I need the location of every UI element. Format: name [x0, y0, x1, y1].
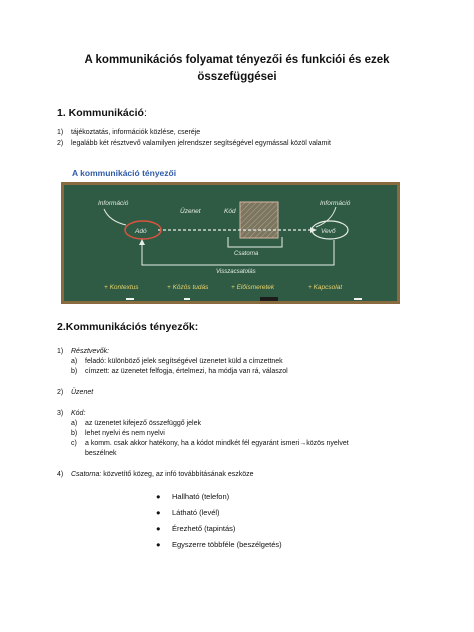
section-2-item-participants: [57, 347, 109, 356]
section-2-heading: 2.Kommunikációs tényezők:: [57, 321, 199, 333]
message-arrow-head: [310, 227, 317, 233]
bullet-item: [156, 492, 229, 501]
label-shared-knowledge: + Közös tudás: [167, 284, 209, 291]
label-receiver: Vevő: [321, 228, 336, 235]
item-number: b): [71, 368, 78, 375]
label-code: Kód: [224, 208, 236, 215]
chalk-piece: [354, 298, 362, 300]
title-line-1: A kommunikációs folyamat tényezői és funkciói és ezek: [84, 54, 390, 66]
bullet-dot-icon: ●: [156, 524, 161, 533]
label-message: Üzenet: [180, 208, 201, 215]
item-number: b): [71, 430, 78, 437]
info-right-arrow: [316, 207, 336, 227]
item-text: címzett: az üzenetet felfogja, értelmezi, ha módja van rá, válaszol: [85, 368, 288, 375]
item-text: tájékoztatás, információk közlése, cseréje: [71, 129, 201, 136]
bullet-text: Egyszerre többféle (beszélgetés): [172, 540, 282, 549]
section-1-item-2: [57, 139, 331, 148]
bullet-text: Hallható (telefon): [172, 492, 230, 501]
bullet-item: [156, 524, 235, 533]
section-1-heading-text: 1. Kommunikáció: [57, 107, 144, 119]
item-label: Csatorna:: [71, 471, 102, 478]
chalkboard-diagram: [61, 182, 400, 304]
item-label: Üzenet: [71, 389, 94, 396]
item-number: a): [71, 420, 78, 427]
section-2-subitem-code-a: [71, 419, 201, 428]
item-label: Résztvevők:: [71, 348, 110, 355]
chalk-piece: [184, 298, 190, 300]
bullet-item: [156, 508, 220, 517]
bullet-dot-icon: ●: [156, 508, 161, 517]
section-2-subitem-code-b: [71, 429, 165, 438]
code-box-hatch: [240, 202, 278, 238]
item-number: 3): [57, 410, 64, 417]
item-number: 2): [57, 389, 64, 396]
section-2-subitem-code-c-cont: [85, 449, 117, 458]
chalk-piece: [126, 298, 134, 300]
section-2-item-code: [57, 409, 85, 418]
bullet-text: Látható (levél): [172, 508, 220, 517]
label-channel: Csatorna: [234, 251, 259, 257]
section-1-item-1: [57, 128, 200, 137]
title-line-2: összefüggései: [197, 71, 277, 83]
label-info-right: Információ: [320, 200, 351, 207]
label-relationship: + Kapcsolat: [308, 284, 343, 291]
section-2-item-channel: [57, 470, 254, 479]
page-title: [60, 52, 414, 86]
diagram-svg: [64, 185, 397, 301]
label-feedback: Visszacsatolás: [216, 269, 256, 275]
info-left-arrow: [104, 209, 126, 225]
bullet-dot-icon: ●: [156, 492, 161, 501]
item-number: c): [71, 440, 77, 447]
section-2-item-message: [57, 388, 93, 397]
item-number: 1): [57, 129, 64, 136]
bullet-text: Érezhető (tapintás): [172, 524, 236, 533]
item-number: 2): [57, 140, 64, 147]
label-info-left: Információ: [98, 200, 129, 207]
item-text: lehet nyelvi és nem nyelvi: [85, 430, 165, 437]
label-context: + Kontextus: [104, 284, 139, 291]
section-2-subitem-recipient: [71, 367, 288, 376]
diagram-caption: A kommunikáció tényezői: [72, 168, 177, 178]
eraser: [260, 297, 278, 301]
label-prior-knowledge: + Előismeretek: [231, 284, 275, 291]
label-sender: Adó: [135, 228, 147, 235]
item-text: feladó: különböző jelek segítségével üzenetet küld a címzettnek: [85, 358, 283, 365]
item-text: a komm. csak akkor hatékony, ha a kódot mindkét fél egyaránt ismeri→közös nyelvet: [85, 440, 349, 447]
item-label: Kód:: [71, 410, 86, 417]
item-text: legalább két résztvevő valamilyen jelrendszer segítségével egymással közöl valamit: [71, 140, 331, 147]
item-number: 4): [57, 471, 64, 478]
item-number: a): [71, 358, 78, 365]
section-2-subitem-sender: [71, 357, 283, 366]
item-text: az üzenetet kifejező összefüggő jelek: [85, 420, 201, 427]
item-text: beszélnek: [85, 450, 117, 457]
section-2-subitem-code-c: [71, 439, 349, 448]
bullet-item: [156, 540, 282, 549]
item-text: közvetítő közeg, az infó továbbításának eszköze: [101, 471, 254, 478]
item-number: 1): [57, 348, 64, 355]
section-1-heading: [57, 107, 147, 119]
feedback-arrow-head: [139, 239, 145, 245]
section-1-heading-colon: :: [143, 107, 147, 119]
bullet-dot-icon: ●: [156, 540, 161, 549]
